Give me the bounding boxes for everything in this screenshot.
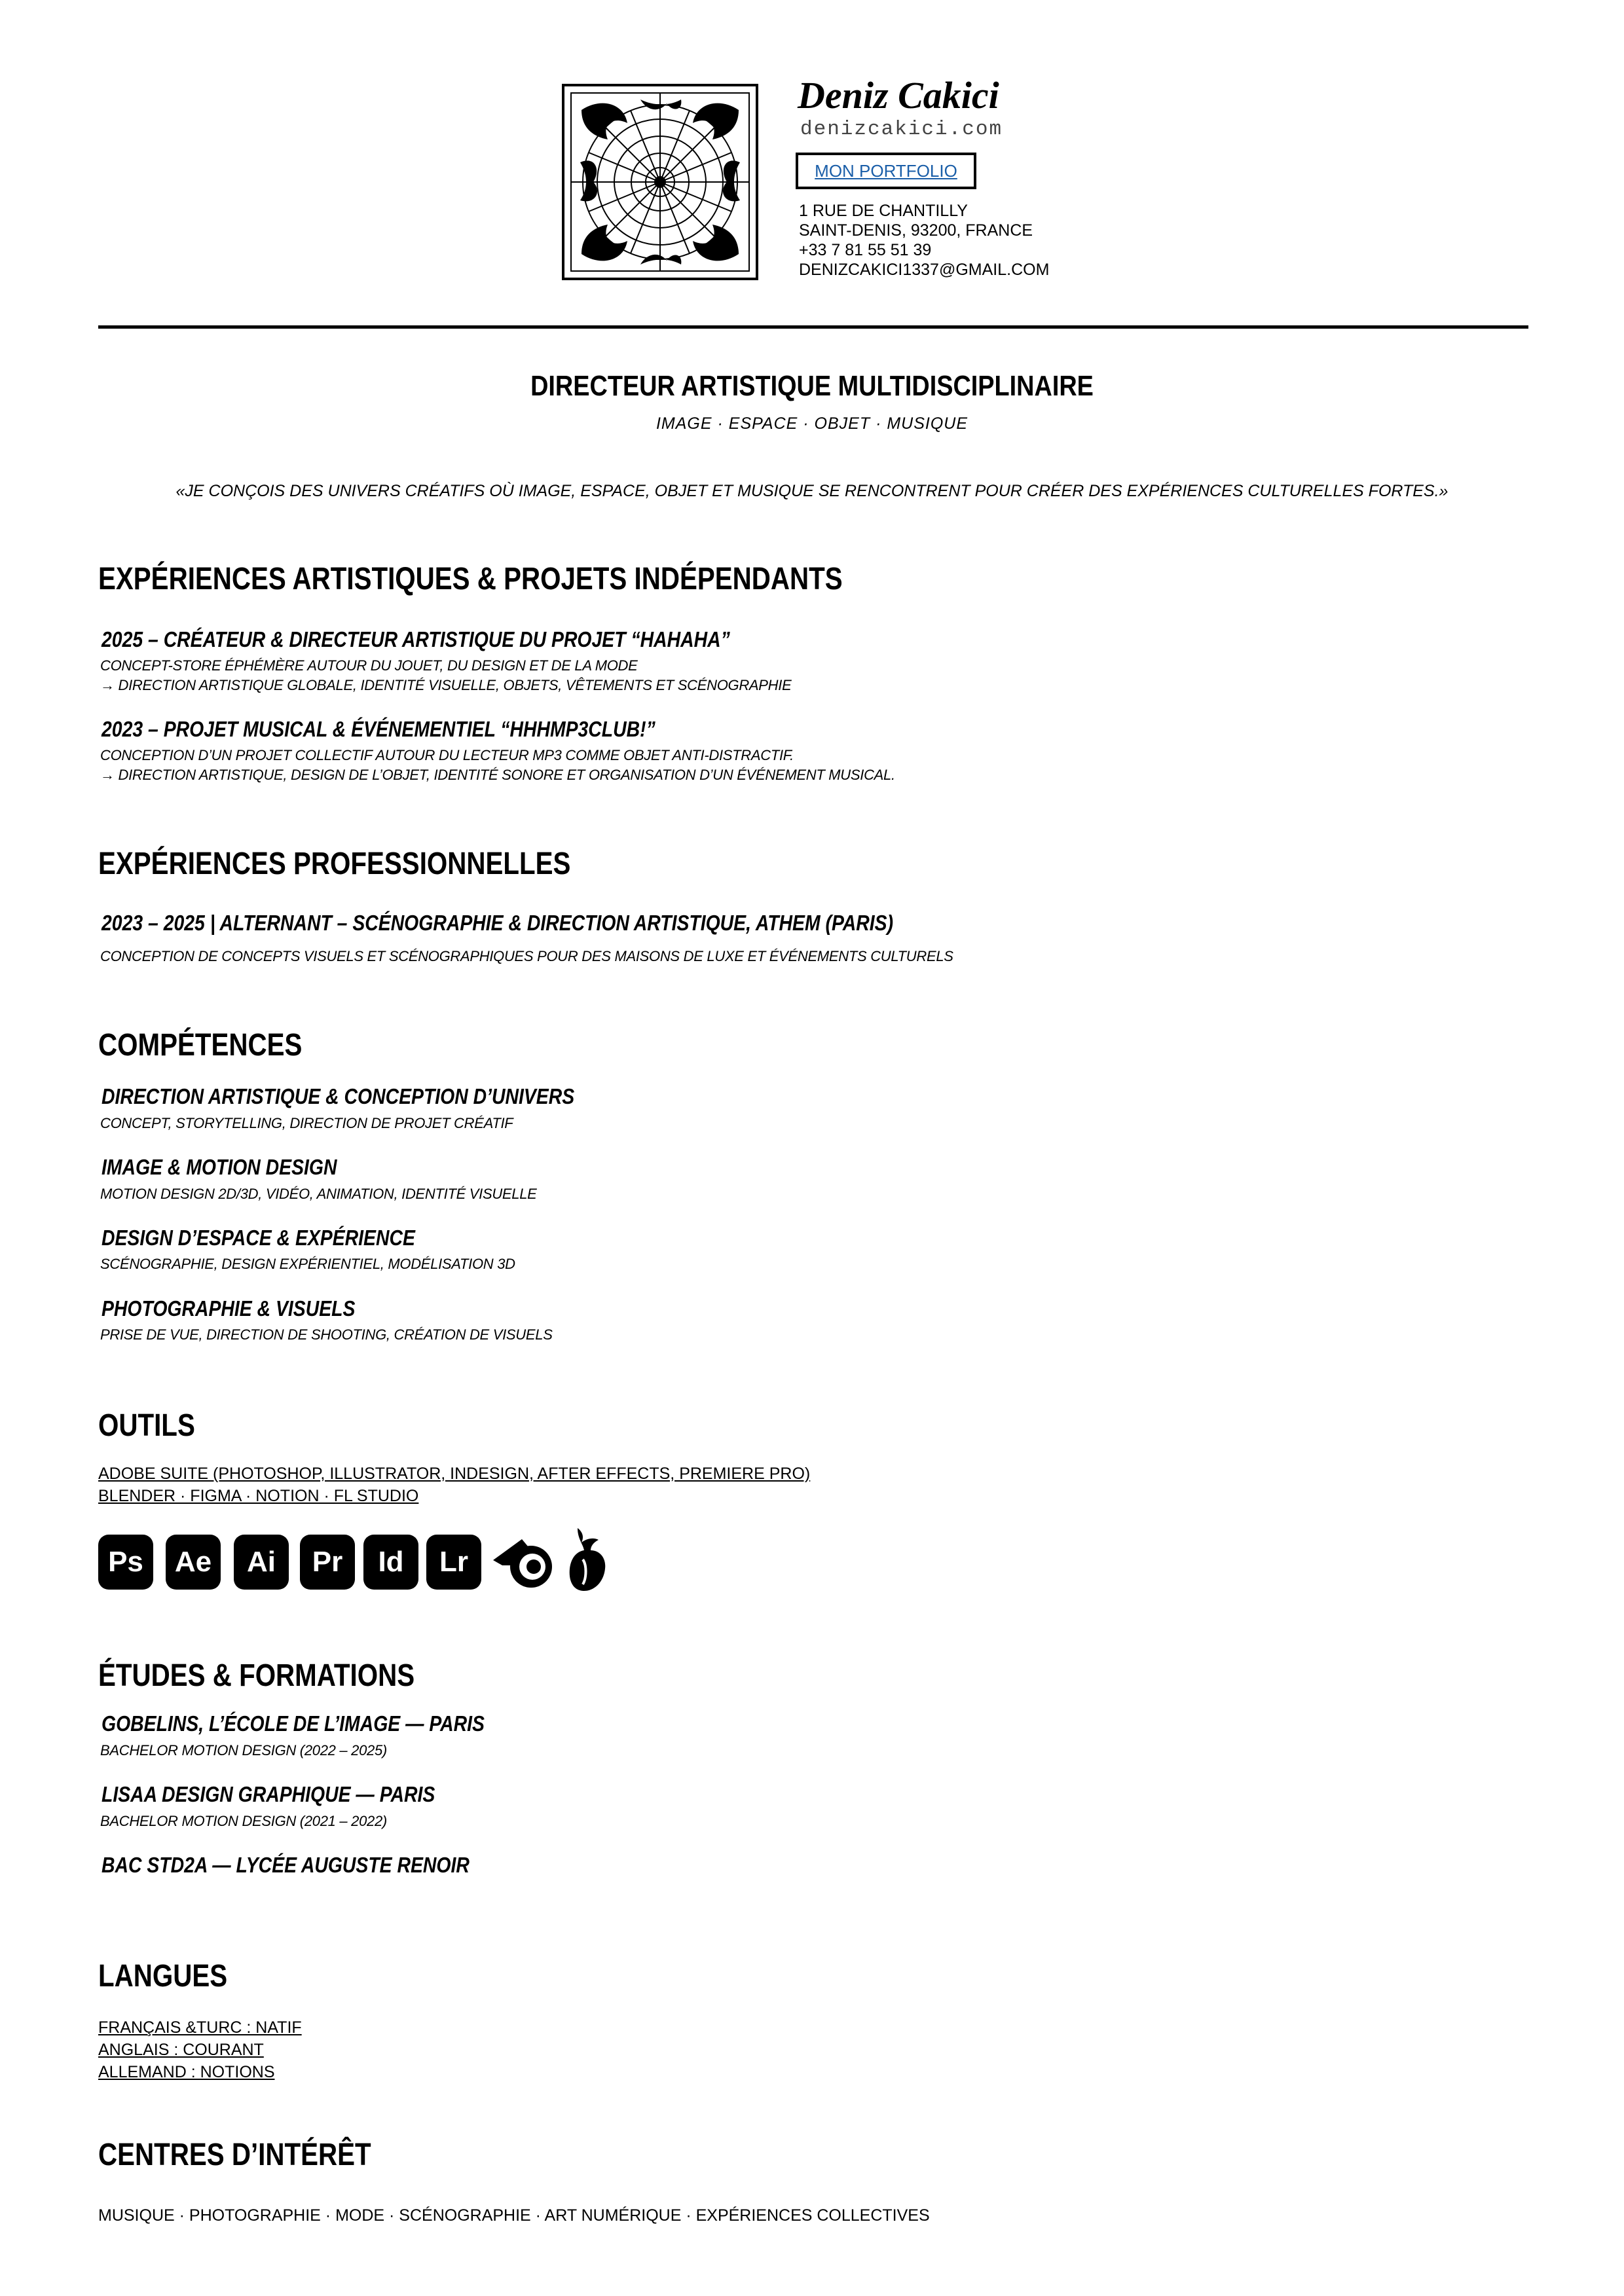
professional-item-desc: CONCEPTION DE CONCEPTS VISUELS ET SCÉNOGRAPHIQUES POUR DES MAISONS DE LUXE ET ÉVÉNEMENTS CULTURELS xyxy=(100,948,953,964)
language-item: FRANÇAIS &TURC : NATIF xyxy=(98,2018,302,2037)
skill-title: DIRECTION ARTISTIQUE & CONCEPTION D’UNIVERS xyxy=(101,1084,575,1108)
artistic-item-desc: → DIRECTION ARTISTIQUE GLOBALE, IDENTITÉ VISUELLE, OBJETS, VÊTEMENTS ET SCÉNOGRAPHIE xyxy=(100,677,792,693)
indesign-icon: Id xyxy=(363,1535,418,1590)
education-item-title: GOBELINS, L’ÉCOLE DE L’IMAGE — PARIS xyxy=(101,1711,485,1736)
skill-desc: SCÉNOGRAPHIE, DESIGN EXPÉRIENTIEL, MODÉLISATION 3D xyxy=(100,1256,515,1272)
education-item-desc: BACHELOR MOTION DESIGN (2021 – 2022) xyxy=(100,1813,387,1829)
tools-adobe-line: ADOBE SUITE (PHOTOSHOP, ILLUSTRATOR, INDESIGN, AFTER EFFECTS, PREMIERE PRO) xyxy=(98,1465,811,1483)
language-item: ALLEMAND : NOTIONS xyxy=(98,2063,275,2081)
mandala-logo-svg xyxy=(562,84,758,280)
header-divider xyxy=(98,325,1528,329)
artistic-item-title: 2025 – CRÉATEUR & DIRECTEUR ARTISTIQUE DU PROJET “HAHAHA” xyxy=(101,627,730,651)
section-heading-skills: COMPÉTENCES xyxy=(98,1028,303,1063)
section-heading-professional: EXPÉRIENCES PROFESSIONNELLES xyxy=(98,847,571,881)
candidate-name: Deniz Cakici xyxy=(798,74,999,117)
language-item: ANGLAIS : COURANT xyxy=(98,2041,264,2059)
section-heading-interests: CENTRES D’INTÉRÊT xyxy=(98,2138,371,2172)
education-item-desc: BACHELOR MOTION DESIGN (2022 – 2025) xyxy=(100,1742,387,1758)
after-effects-icon: Ae xyxy=(166,1535,221,1590)
address-line-1: 1 RUE DE CHANTILLY xyxy=(799,202,968,220)
skill-desc: CONCEPT, STORYTELLING, DIRECTION DE PROJET CRÉATIF xyxy=(100,1115,513,1131)
education-item-title: LISAA DESIGN GRAPHIQUE — PARIS xyxy=(101,1782,435,1806)
skill-desc: PRISE DE VUE, DIRECTION DE SHOOTING, CRÉATION DE VISUELS xyxy=(100,1326,553,1343)
email-address[interactable]: DENIZCAKICI1337@GMAIL.COM xyxy=(799,261,1050,279)
address-line-2: SAINT-DENIS, 93200, FRANCE xyxy=(799,221,1033,240)
job-subtitle: IMAGE · ESPACE · OBJET · MUSIQUE xyxy=(655,414,969,433)
website-link[interactable]: denizcakici.com xyxy=(800,118,1003,141)
tools-other-line: BLENDER · FIGMA · NOTION · FL STUDIO xyxy=(98,1487,419,1505)
professional-item-title: 2023 – 2025 | ALTERNANT – SCÉNOGRAPHIE & DIRECTION ARTISTIQUE, ATHEM (PARIS) xyxy=(101,911,894,935)
section-heading-languages: LANGUES xyxy=(98,1959,228,1994)
photoshop-icon: Ps xyxy=(98,1535,153,1590)
lightroom-icon: Lr xyxy=(426,1535,481,1590)
skill-title: PHOTOGRAPHIE & VISUELS xyxy=(101,1296,356,1321)
fl-studio-icon xyxy=(564,1525,610,1594)
personal-statement: «JE CONÇOIS DES UNIVERS CRÉATIFS OÙ IMAGE, ESPACE, OBJET ET MUSIQUE SE RENCONTRENT POUR CRÉER DES EXPÉRIENCES CULTURELLES FORTES.» xyxy=(175,482,1449,500)
artistic-item-title: 2023 – PROJET MUSICAL & ÉVÉNEMENTIEL “HHHMP3CLUB!” xyxy=(101,717,655,741)
premiere-pro-icon: Pr xyxy=(300,1535,355,1590)
skill-title: IMAGE & MOTION DESIGN xyxy=(101,1155,337,1179)
skill-desc: MOTION DESIGN 2D/3D, VIDÉO, ANIMATION, IDENTITÉ VISUELLE xyxy=(100,1186,537,1202)
interests-list: MUSIQUE · PHOTOGRAPHIE · MODE · SCÉNOGRAPHIE · ART NUMÉRIQUE · EXPÉRIENCES COLLECTIVES xyxy=(98,2206,930,2225)
illustrator-icon: Ai xyxy=(234,1535,289,1590)
artistic-item-desc: → DIRECTION ARTISTIQUE, DESIGN DE L’OBJET, IDENTITÉ SONORE ET ORGANISATION D’UN ÉVÉNEMENT MUSICAL. xyxy=(100,767,895,783)
section-heading-tools: OUTILS xyxy=(98,1408,195,1443)
job-title: DIRECTEUR ARTISTIQUE MULTIDISCIPLINAIRE xyxy=(530,370,1094,402)
portfolio-button[interactable]: MON PORTFOLIO xyxy=(796,153,976,189)
blender-icon xyxy=(488,1531,560,1590)
ornamental-mandala-logo-icon xyxy=(562,84,758,280)
section-heading-education: ÉTUDES & FORMATIONS xyxy=(98,1658,415,1693)
phone-number: +33 7 81 55 51 39 xyxy=(799,241,932,259)
artistic-item-desc: CONCEPTION D’UN PROJET COLLECTIF AUTOUR DU LECTEUR MP3 COMME OBJET ANTI-DISTRACTIF. xyxy=(100,747,794,763)
artistic-item-desc: CONCEPT-STORE ÉPHÉMÈRE AUTOUR DU JOUET, DU DESIGN ET DE LA MODE xyxy=(100,657,638,674)
section-heading-artistic: EXPÉRIENCES ARTISTIQUES & PROJETS INDÉPENDANTS xyxy=(98,562,843,596)
skill-title: DESIGN D’ESPACE & EXPÉRIENCE xyxy=(101,1226,415,1250)
education-item-title: BAC STD2A — LYCÉE AUGUSTE RENOIR xyxy=(101,1853,470,1877)
